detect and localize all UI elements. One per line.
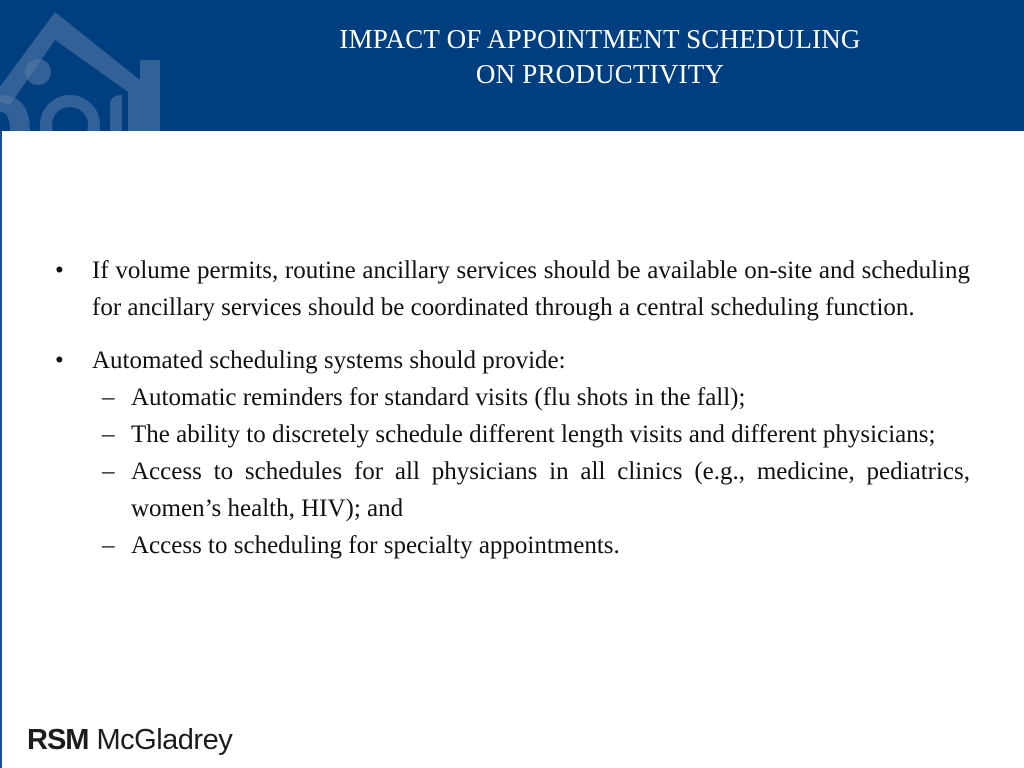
left-border-rule xyxy=(0,131,2,768)
slide-title-line-1: IMPACT OF APPOINTMENT SCHEDULING xyxy=(339,24,861,54)
logo-rsm-text: RSM xyxy=(27,724,89,756)
sub-bullet-text: Automatic reminders for standard visits (flu shots in the fall); xyxy=(131,384,746,411)
bullet-item xyxy=(55,252,970,326)
sub-bullet-item xyxy=(55,453,970,527)
slide-title xyxy=(200,22,1000,92)
sub-bullet-text: Access to scheduling for specialty appointments. xyxy=(131,532,620,559)
title-banner xyxy=(0,0,1024,131)
house-logo-watermark-icon xyxy=(0,0,200,131)
dash-icon: – xyxy=(102,421,115,448)
logo-name-text: McGladrey xyxy=(96,724,233,756)
sub-bullet-text: The ability to discretely schedule different length visits and different physicians; xyxy=(131,421,936,448)
sub-bullet-item xyxy=(55,379,970,416)
bullet-text: If volume permits, routine ancillary services should be available on-site and scheduling for ancillary services should be coordinated through a central scheduling function. xyxy=(92,257,970,321)
slide-body xyxy=(55,252,970,564)
dash-icon: – xyxy=(102,458,115,485)
dash-icon: – xyxy=(102,532,115,559)
bullet-text: Automated scheduling systems should provide: xyxy=(92,347,566,374)
slide-title-line-2: ON PRODUCTIVITY xyxy=(475,59,725,89)
bullet-item xyxy=(55,342,970,379)
sub-bullet-item xyxy=(55,416,970,453)
dash-icon: – xyxy=(102,384,115,411)
company-logo xyxy=(27,720,232,760)
sub-bullet-item xyxy=(55,527,970,564)
sub-bullet-text: Access to schedules for all physicians in all clinics (e.g., medicine, pediatrics, women’s health, HIV); and xyxy=(131,458,970,522)
bullet-dot-icon: • xyxy=(55,347,64,374)
bullet-dot-icon: • xyxy=(55,257,64,284)
